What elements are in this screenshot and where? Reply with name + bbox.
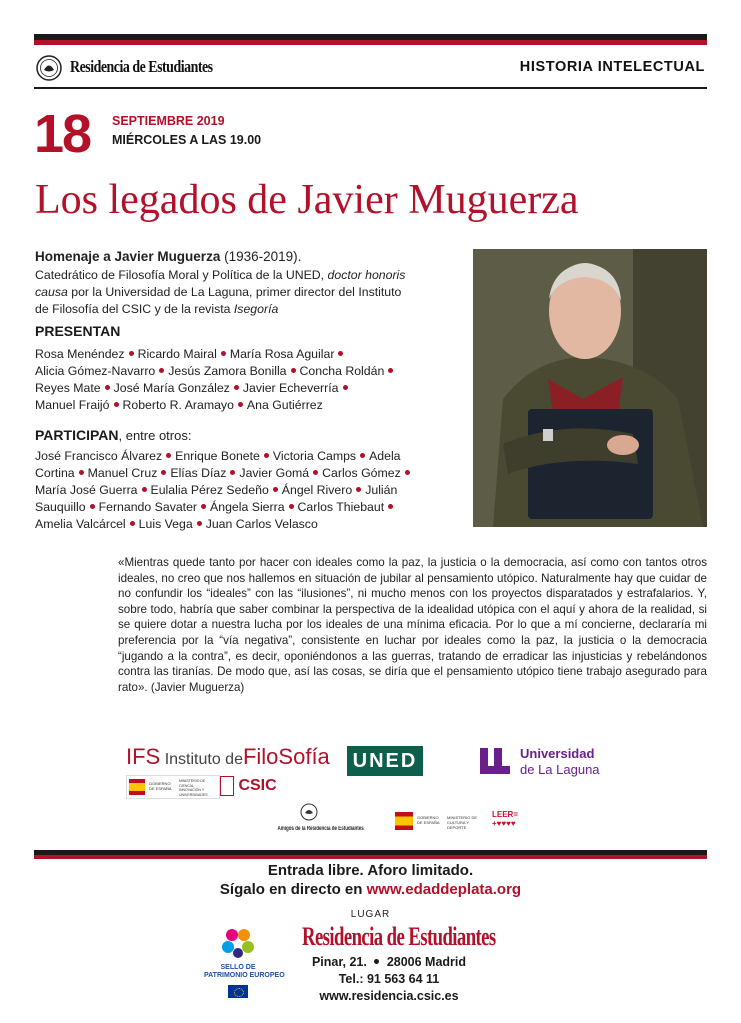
presentan-name: Ricardo Mairal [137,347,217,361]
bullet-separator [197,521,202,526]
entrada-text: Entrada libre. Aforo limitado. [267,862,474,879]
participan-name: Javier Gomá [239,466,310,480]
portrait-person-icon [473,249,707,527]
amigos-logo [267,803,364,832]
bullet-separator [105,385,110,390]
ull-emblem-icon [478,746,512,776]
participan-name: Ángel Rivero [281,483,353,497]
event-weekday-time: MIÉRCOLES A LAS 19.00 [112,133,262,147]
presentan-name: Reyes Mate [35,381,101,395]
presentan-name: Javier Echeverría [242,381,339,395]
participan-name: Cortina [35,466,75,480]
bullet-separator [360,453,365,458]
portrait-photo [473,249,707,527]
sello-text-b: PATRIMONIO EUROPEO [204,972,285,979]
bullet-separator [90,504,95,509]
bullet-separator [289,504,294,509]
gobierno-logo-2 [393,808,487,834]
venue-web[interactable]: www.residencia.csic.es [319,989,459,1003]
bullet-separator [264,453,269,458]
bullet-separator [238,402,243,407]
participan-title: PARTICIPAN [35,427,119,443]
participan-line [35,465,465,482]
gobierno-2-label: GOBIERNO DE ESPAÑA [417,815,440,825]
intro-line2-italic: causa [35,285,68,299]
participan-list [35,448,465,533]
intro-line1-italic: doctor honoris [327,268,406,282]
intro-line2-text: por la Universidad de La Laguna, primer director del Instituto [67,285,402,299]
participan-line [35,482,465,499]
presentan-name: María Rosa Aguilar [229,347,335,361]
bullet-separator [166,453,171,458]
event-month-year: SEPTIEMBRE 2019 [112,114,225,128]
bullet-separator [273,487,278,492]
residencia-emblem-icon [36,55,62,81]
bullet-separator [234,385,239,390]
participan-name: Manuel Cruz [87,466,158,480]
presentan-name: José María González [113,381,230,395]
bullet-separator [388,504,393,509]
header-logo-text: Residencia de Estudiantes [70,57,213,76]
intro-lead-bold: Homenaje a Javier Muguerza [35,249,221,264]
bullet-separator [129,351,134,356]
lugar-label: LUGAR [350,909,391,920]
participan-line [35,448,465,465]
presentan-line [35,346,465,363]
ull-text-b: de La Laguna [520,762,600,777]
intro-lead-years: (1936-2019). [220,249,302,264]
uned-text: UNED [352,750,418,772]
venue-address [302,955,476,969]
participan-subtitle: , entre otros: [118,428,192,443]
ifs-logo-b: Instituto de [164,751,243,768]
bullet-separator [405,470,410,475]
bullet-separator [313,470,318,475]
participan-name: Amelia Valcárcel [35,517,126,531]
bullet-separator [388,368,393,373]
venue-phone: Tel.: 91 563 64 11 [338,972,440,986]
address-separator [374,959,379,964]
participan-name: Enrique Bonete [175,449,260,463]
bullet-separator [130,521,135,526]
participan-line [35,499,465,516]
leer-hearts: +♥♥♥♥ [492,819,516,828]
presentan-name: Alicia Gómez-Navarro [35,364,156,378]
sello-patrimonio-icon [218,925,258,959]
presentan-title: PRESENTAN [35,323,121,339]
participan-name: José Francisco Álvarez [35,449,163,463]
amigos-emblem-icon [300,803,318,821]
bullet-separator [161,470,166,475]
directo-line [0,881,741,898]
participan-name: Adela [369,449,401,463]
leer-logo [492,810,518,828]
intro-line-2 [35,284,465,301]
intro-block [35,247,465,318]
participan-name: Ángela Sierra [210,500,285,514]
eu-stars-icon [234,988,244,997]
participan-name: Victoria Camps [272,449,357,463]
presentan-name: Manuel Fraijó [35,398,110,412]
gobierno-1-label: GOBIERNO DE ESPAÑA [149,781,172,791]
ifs-logo-c: FiloSofía [242,744,330,769]
intro-line-1 [35,267,465,284]
bullet-separator [142,487,147,492]
gobierno-2-ministry: MINISTERIO DE CULTURA Y DEPORTE [447,815,478,830]
presentan-name: Concha Roldán [299,364,385,378]
presentan-list [35,346,465,414]
bullet-separator [230,470,235,475]
top-bar-red [34,40,707,45]
bullet-separator [291,368,296,373]
intro-description [35,267,465,318]
bottom-bar-red [34,855,707,859]
header-divider [34,87,707,89]
bullet-separator [114,402,119,407]
csic-mark-icon [220,776,234,796]
participan-name: Eulalia Pérez Sedeño [150,483,269,497]
address-street: Pinar, 21. [311,955,367,969]
ull-text-a: Universidad [520,746,595,761]
leer-text: LEER= [492,810,519,819]
gobierno-logo-1 [126,775,220,799]
sello-logo [204,925,285,998]
participan-name: Carlos Gómez [322,466,401,480]
intro-lead [35,247,465,267]
sello-text-a: SELLO DE [220,964,256,971]
presentan-line [35,363,465,380]
participan-name: Sauquillo [35,500,86,514]
participan-name: Luis Vega [138,517,193,531]
intro-line1-text: Catedrático de Filosofía Moral y Política de la UNED, [35,268,328,282]
bullet-separator [201,504,206,509]
presentan-line [35,380,465,397]
participan-name: Julián [365,483,398,497]
header-category: HISTORIA INTELECTUAL [519,59,705,75]
gobierno-1-ministry: MINISTERIO DE CIENCIA, INNOVACIÓN Y UNIVERSIDADES [179,779,208,797]
spain-flag-icon [129,779,145,795]
bullet-separator [221,351,226,356]
ifs-logo [126,744,330,770]
spain-flag-icon-2 [395,812,413,830]
participan-name: Fernando Savater [98,500,198,514]
csic-text: CSIC [238,777,277,794]
bullet-separator [159,368,164,373]
address-city: 28006 Madrid [386,955,467,969]
venue-name: Residencia de Estudiantes [302,922,496,951]
residencia-logo [36,55,62,81]
amigos-text: Amigos de la Residencia de Estudiantes [277,826,364,832]
bullet-separator [356,487,361,492]
participan-line [35,516,465,533]
uned-logo [347,746,423,776]
event-day: 18 [34,104,91,164]
presentan-name: Roberto R. Aramayo [122,398,234,412]
presentan-name: Rosa Menéndez [35,347,125,361]
ifs-logo-a: IFS [126,744,161,769]
participan-heading [35,427,191,443]
bullet-separator [338,351,343,356]
bullet-separator [79,470,84,475]
intro-line-3 [35,301,465,318]
directo-prefix: Sígalo en directo en [219,881,367,898]
participan-name: Elías Díaz [170,466,227,480]
presentan-line [35,397,465,414]
eu-flag-icon [228,985,248,998]
directo-link[interactable]: www.edaddeplata.org [366,881,522,898]
quote-text: «Mientras quede tanto por hacer con ideales como la paz, la justicia o la democracia, así como con tantos otros ideales, no creo que nos hallemos en situación de jubilar al pensamiento utópico. Naturalmente hay que cuidar de no confundir los “ideales” con las “ilusiones”, ni mucho menos con los proyectos disparatados y estrafalarios. Y, sobre todo, habría que saber combinar la perspectiva de la idealidad utópica con el aquí y ahora de la realidad, si se quiere dotar a nuestra lucha por los ideales de una mínima eficacia. Por lo que a mí concierne, declararía mi preferencia por la “vía negativa”, consistente en luchar por ideales como la paz, la justicia o la democracia “jugando a la contra”, es decir, oponiéndonos a las guerras, tratando de erradicar las injusticias y rebelándonos contra las tiranías. De modo que, así las cosas, se diría que el pensamiento utópico tiene trabajo asegurado para rato». (Javier Muguerza) [118,556,707,694]
intro-line3-text: de Filosofía del CSIC y de la revista [35,302,234,316]
presentan-name: Jesús Zamora Bonilla [168,364,287,378]
participan-name: María José Guerra [35,483,138,497]
intro-line3-italic: Isegoría [233,302,279,316]
csic-logo [220,776,277,796]
presentan-name: Ana Gutiérrez [246,398,323,412]
participan-name: Juan Carlos Velasco [205,517,318,531]
bullet-separator [343,385,348,390]
participan-name: Carlos Thiebaut [297,500,385,514]
event-title: Los legados de Javier Muguerza [35,177,579,223]
